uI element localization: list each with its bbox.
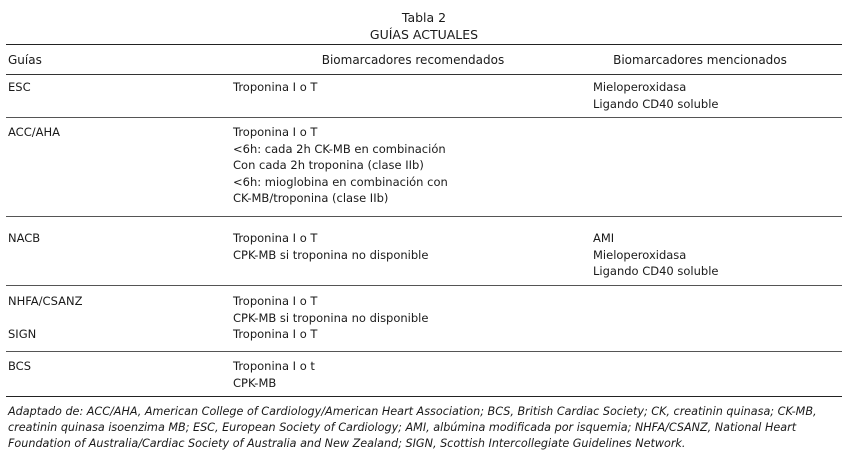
row-mentioned-nacb (593, 230, 718, 280)
header-guides: Guías (8, 53, 42, 67)
row-recommended-esc (233, 79, 317, 96)
recommended-line: <6h: cada 2h CK-MB en combinación (233, 141, 446, 156)
recommended-line: CK-MB/troponina (clase IIb) (233, 191, 389, 205)
header-mentioned: Biomarcadores mencionados (613, 53, 787, 67)
mentioned-line: AMI (593, 231, 615, 245)
row-guide-esc: ESC (8, 80, 31, 94)
table-footnote (8, 404, 842, 453)
footnote-line: Foundation of Australia/Cardiac Society of Australia and New Zealand; SIGN, Scottish Intercollegiate Guidelines Network. (8, 437, 686, 451)
top-rule (6, 44, 842, 45)
row-guide-bcs: BCS (8, 359, 32, 373)
row-recommended-bcs (233, 358, 315, 391)
bottom-rule (6, 396, 842, 397)
header-rule (6, 74, 842, 75)
footnote-line: Adaptado de: ACC/AHA, American College of Cardiology/American Heart Association; BCS, British Cardiac Society; CK, creatinin quinasa; CK-MB, (8, 405, 817, 418)
mentioned-line: Mieloperoxidasa (593, 247, 687, 262)
row-divider (6, 285, 842, 286)
table-title: Tabla 2 (401, 10, 447, 25)
row-divider (6, 351, 842, 352)
recommended-line: CPK-MB si troponina no disponible (233, 247, 429, 262)
row-guide-acc-aha: ACC/AHA (8, 125, 60, 139)
row-recommended-sign (233, 326, 317, 343)
row-guide-nhfa-csanz: NHFA/CSANZ (8, 294, 83, 308)
row-guide-nacb: NACB (8, 231, 41, 245)
recommended-line: <6h: mioglobina en combinación con (233, 174, 448, 189)
mentioned-line: Mieloperoxidasa (593, 80, 687, 94)
row-recommended-acc-aha (233, 124, 448, 207)
row-divider (6, 117, 842, 118)
recommended-line: CPK-MB (233, 375, 277, 390)
recommended-line: Troponina I o T (233, 125, 318, 139)
table-subtitle: GUÍAS ACTUALES (369, 27, 479, 42)
recommended-line: CPK-MB si troponina no disponible (233, 310, 429, 325)
header-recommended: Biomarcadores recomendados (321, 53, 505, 67)
recommended-line: Troponina I o t (233, 359, 315, 373)
recommended-line: Troponina I o T (233, 294, 318, 308)
row-guide-sign: SIGN (8, 327, 37, 341)
recommended-line: Troponina I o T (233, 80, 318, 94)
mentioned-line: Ligando CD40 soluble (593, 264, 719, 278)
row-mentioned-esc (593, 79, 718, 112)
recommended-line: Troponina I o T (233, 327, 318, 341)
row-divider (6, 216, 842, 217)
footnote-line: creatinin quinasa isoenzima MB; ESC, European Society of Cardiology; AMI, albúmina modificada por isquemia; NHFA/CSANZ, National Heart (8, 421, 797, 435)
recommended-line: Troponina I o T (233, 231, 318, 245)
mentioned-line: Ligando CD40 soluble (593, 96, 719, 111)
row-recommended-nhfa-csanz (233, 293, 428, 326)
row-recommended-nacb (233, 230, 428, 263)
recommended-line: Con cada 2h troponina (clase IIb) (233, 158, 424, 172)
